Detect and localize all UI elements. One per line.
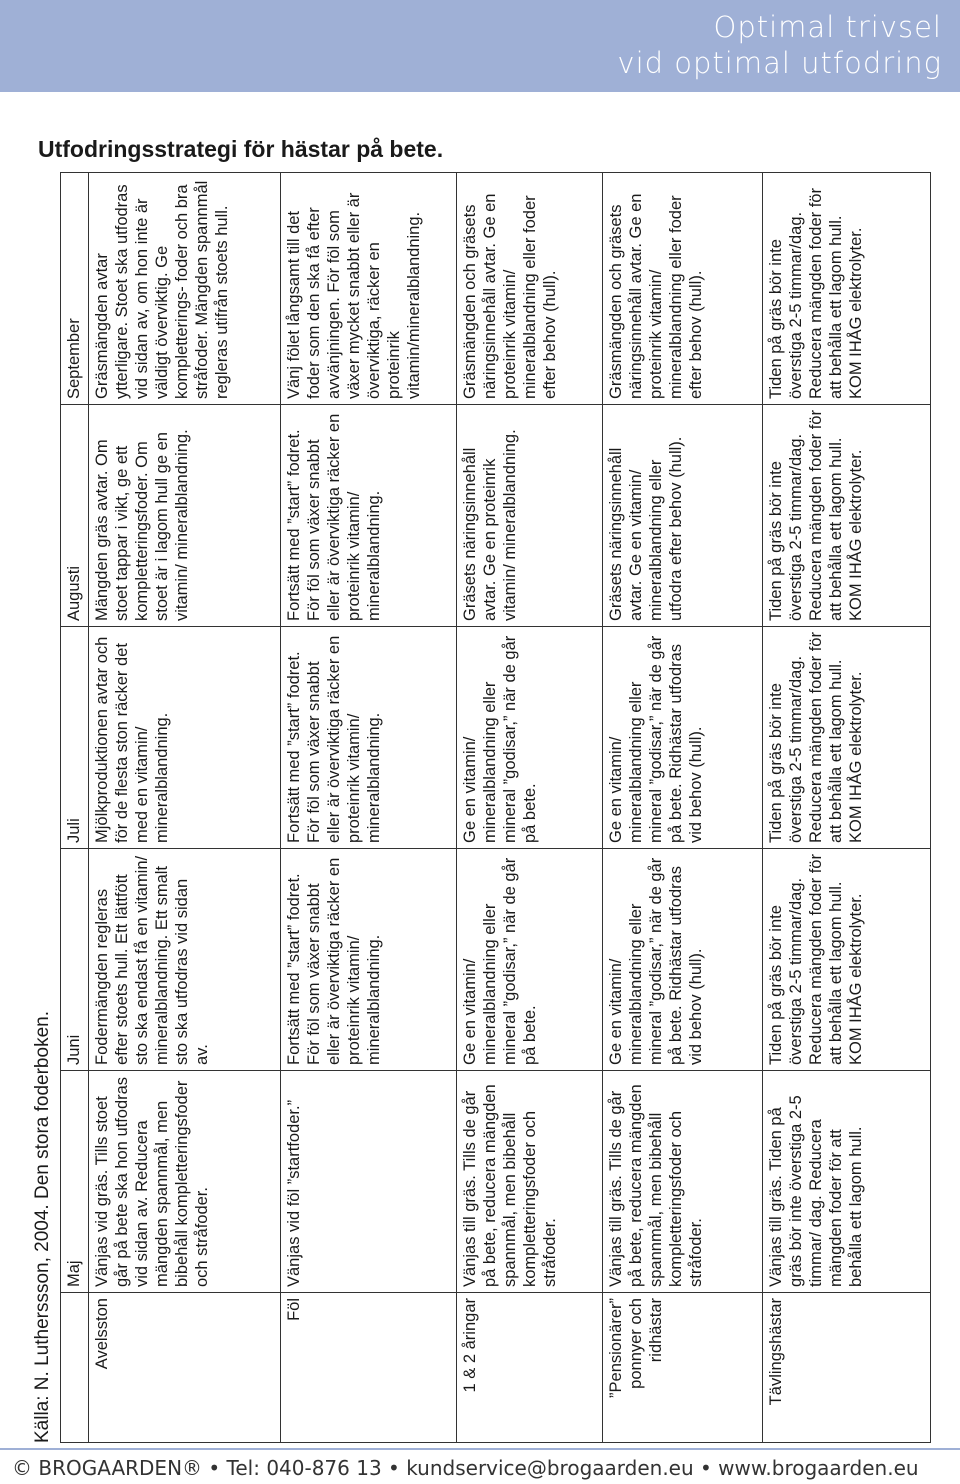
table-cell: Ge en vitamin/ mineralblandning eller mineral ”godisar,” när de går på bete. [457, 849, 603, 1071]
header-title-line2: vid optimal utfodring [617, 46, 942, 80]
table-cell: Tiden på gräs bör inte överstiga 2-5 timmar/dag. Reducera mängden foder för att behålla ett lagom hull. KOM IHÅG elektrolyter. [763, 405, 931, 627]
rotated-table-area [32, 173, 930, 1443]
row-category: Föl [281, 1293, 457, 1443]
table-header-cell [61, 1293, 89, 1443]
row-category: Avelsston [89, 1293, 281, 1443]
footer-bar [0, 1448, 960, 1484]
table-header-cell: Maj [61, 1071, 89, 1293]
table-cell: Vänjas vid gräs. Tills stoet går på bete ska hon utfodras vid sidan av. Reducera mängden spannmål, men bibehåll kompletteringsfoder och stråfoder. [89, 1071, 281, 1293]
table-cell: Mängden gräs avtar. Om stoet tappar i vikt, ge ett kompletteringsfoder. Om stoet är i lagom hull ge en vitamin/ mineralblandning. [89, 405, 281, 627]
table-cell: Fodermängden regleras efter stoets hull. Ett lättfött sto ska endast få en vitamin/ mineralblandning. Ett smalt sto ska utfodras vid sidan av. [89, 849, 281, 1071]
table-row [763, 173, 931, 1443]
table-header-cell: Augusti [61, 405, 89, 627]
table-cell: Ge en vitamin/ mineralblandning eller mineral ”godisar,” när de går på bete. Ridhästar utfodras vid behov (hull). [603, 627, 763, 849]
table-header-cell: Juli [61, 627, 89, 849]
row-category: 1 & 2 åringar [457, 1293, 603, 1443]
table-cell: Fortsätt med ”start” fodret. För föl som växer snabbt eller är överviktiga räcker en proteinrik vitamin/ mineralblandning. [281, 849, 457, 1071]
table-cell: Gräsmängden avtar ytterligare. Stoet ska utfodras vid sidan av, om hon inte är väldigt överviktig. Ge kompletterings- foder och bra stråfoder. Mängden spannmål regleras utifrån stoets hull. [89, 173, 281, 405]
table-cell: Fortsätt med ”start” fodret. För föl som växer snabbt eller är överviktiga räcker en proteinrik vitamin/ mineralblandning. [281, 405, 457, 627]
table-header-cell: Juni [61, 849, 89, 1071]
table-cell: Gräsmängden och gräsets näringsinnehåll avtar. Ge en proteinrik vitamin/ mineralblandning eller foder efter behov (hull). [603, 173, 763, 405]
table-header-row [61, 173, 89, 1443]
header-banner [0, 0, 960, 92]
table-cell: Vänjas till gräs. Tiden på gräs bör inte överstiga 2-5 timmar/ dag. Reducera mängden foder för att behålla ett lagom hull. [763, 1071, 931, 1293]
table-cell: Vänjas till gräs. Tills de går på bete, reducera mängden spannmål, men bibehåll kompletteringsfoder och stråfoder. [603, 1071, 763, 1293]
table-cell: Tiden på gräs bör inte överstiga 2-5 timmar/dag. Reducera mängden foder för att behålla ett lagom hull. KOM IHÅG elektrolyter. [763, 627, 931, 849]
table-cell: Tiden på gräs bör inte överstiga 2-5 timmar/dag. Reducera mängden foder för att behålla ett lagom hull. KOM IHÅG elektrolyter. [763, 849, 931, 1071]
table-cell: Fortsätt med ”start” fodret. För föl som växer snabbt eller är överviktiga räcker en proteinrik vitamin/ mineralblandning. [281, 627, 457, 849]
row-category: Tävlingshästar [763, 1293, 931, 1443]
footer-contact-text: © BROGAARDEN® • Tel: 040-876 13 • kundservice@brogaarden.eu • www.brogaarden.eu [12, 1456, 919, 1480]
table-row [89, 173, 281, 1443]
table-cell: Ge en vitamin/ mineralblandning eller mineral ”godisar,” när de går på bete. [457, 627, 603, 849]
table-row [603, 173, 763, 1443]
table-cell: Gräsmängden och gräsets näringsinnehåll avtar. Ge en proteinrik vitamin/ mineralblandning eller foder efter behov (hull). [457, 173, 603, 405]
source-caption: Källa: N. Lutherssson, 2004. Den stora foderboken. [32, 1011, 53, 1443]
table-header-cell: September [61, 173, 89, 405]
feeding-strategy-table [60, 172, 931, 1443]
table-cell: Vänj fölet långsamt till det foder som den ska få efter avvänjningen. För föl som växer mycket snabbt eller är överviktiga, räcker en proteinrik vitamin/mineralblandning. [281, 173, 457, 405]
table-cell: Vänjas till gräs. Tills de går på bete, reducera mängden spannmål, men bibehåll kompletteringsfoder och stråfoder. [457, 1071, 603, 1293]
table-row [457, 173, 603, 1443]
table-cell: Vänjas vid föl ”startfoder.” [281, 1071, 457, 1293]
table-cell: Tiden på gräs bör inte överstiga 2-5 timmar/dag. Reducera mängden foder för att behålla ett lagom hull. KOM IHÅG elektrolyter. [763, 173, 931, 405]
table-cell: Gräsets näringsinnehåll avtar. Ge en vitamin/ mineralblandning eller utfodra efter behov (hull). [603, 405, 763, 627]
table-cell: Gräsets näringsinnehåll avtar. Ge en proteinrik vitamin/ mineralblandning. [457, 405, 603, 627]
table-row [281, 173, 457, 1443]
page-heading: Utfodringsstrategi för hästar på bete. [38, 136, 444, 162]
header-title-line1: Optimal trivsel [713, 10, 942, 44]
table-cell: Ge en vitamin/ mineralblandning eller mineral ”godisar,” när de går på bete. Ridhästar utfodras vid behov (hull). [603, 849, 763, 1071]
table-cell: Mjölkproduktionen avtar och för de flesta ston räcker det med en vitamin/ mineralblandning. [89, 627, 281, 849]
row-category: ”Pensionärer” ponnyer och ridhästar [603, 1293, 763, 1443]
